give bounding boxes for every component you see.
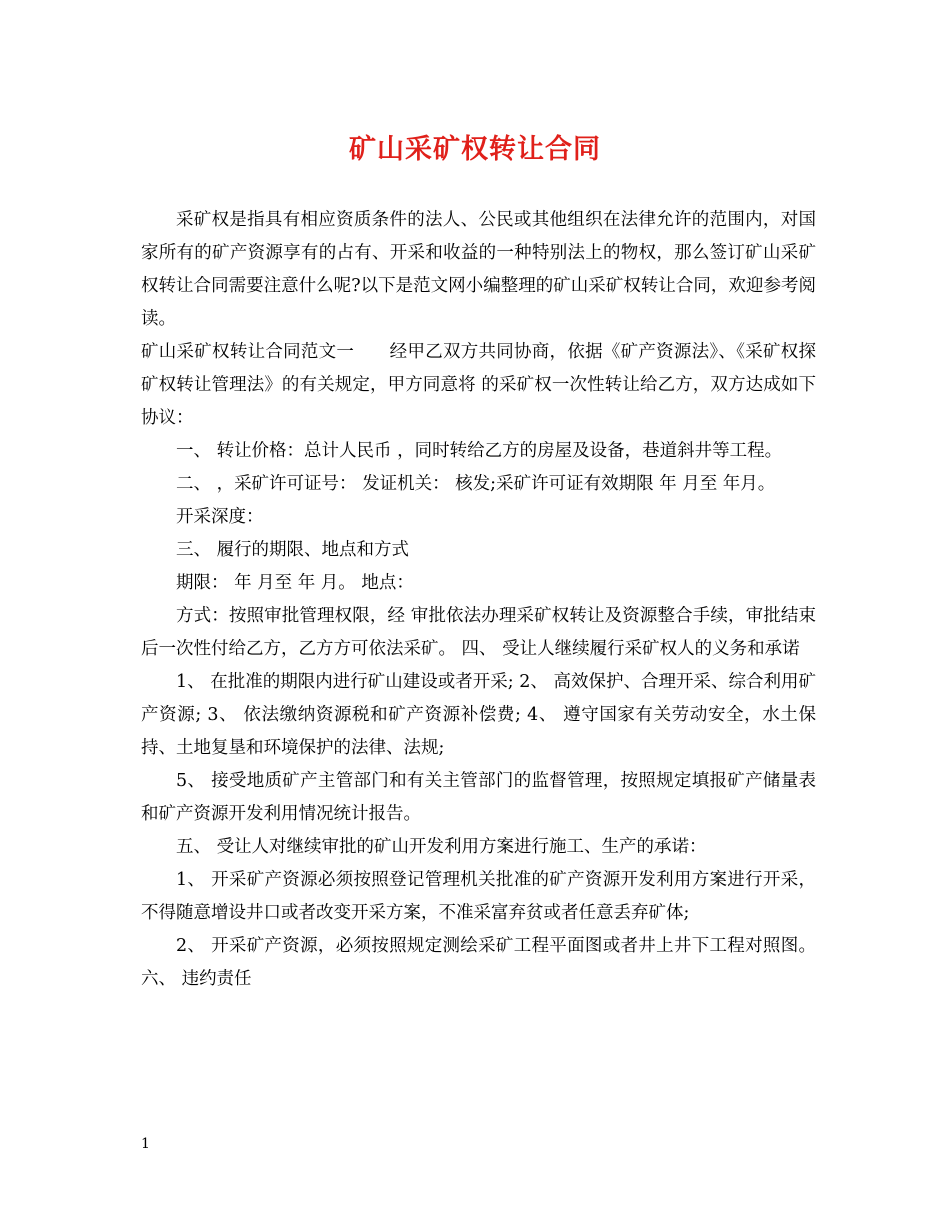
paragraph-clause-1-price: 一、 转让价格：总计人民币 ，同时转给乙方的房屋及设备，巷道斜井等工程。	[176, 441, 783, 461]
paragraph-term-location: 期限： 年 月至 年 月。 地点：	[176, 573, 414, 593]
paragraph-method: 方式：按照审批管理权限，经 审批依法办理采矿权转让及资源整合手续，审批结束后一次性付给乙方，乙方方可依法采矿。 四、 受让人继续履行采矿权人的义务和承诺	[141, 606, 816, 659]
page-number: 1	[141, 1136, 150, 1152]
paragraph-contract-preamble: 矿山采矿权转让合同范文一 经甲乙双方共同协商，依据《矿产资源法》、《采矿权探矿权转让管理法》的有关规定，甲方同意将 的采矿权一次性转让给乙方，双方达成如下协议：	[141, 342, 816, 428]
paragraph-obligation-5: 5、 接受地质矿产主管部门和有关主管部门的监督管理，按照规定填报矿产储量表和矿产资源开发利用情况统计报告。	[141, 771, 816, 824]
document-title: 矿山采矿权转让合同	[349, 134, 601, 165]
paragraph-commitment-2: 2、 开采矿产资源，必须按照规定测绘采矿工程平面图或者井上井下工程对照图。 六、 违约责任	[141, 936, 816, 989]
paragraph-mining-depth: 开采深度：	[176, 507, 264, 527]
paragraph-clause-2-license: 二、 ，采矿许可证号： 发证机关： 核发;采矿许可证有效期限 年 月至 年月。	[176, 474, 776, 494]
paragraph-intro: 采矿权是指具有相应资质条件的法人、公民或其他组织在法律允许的范围内，对国家所有的矿产资源享有的占有、开采和收益的一种特别法上的物权，那么签订矿山采矿权转让合同需要注意什么呢?以下是范文网小编整理的矿山采矿权转让合同，欢迎参考阅读。	[141, 210, 816, 329]
paragraph-clause-5-heading: 五、 受让人对继续审批的矿山开发利用方案进行施工、生产的承诺：	[176, 837, 707, 857]
document-body	[141, 204, 816, 996]
paragraph-commitment-1: 1、 开采矿产资源必须按照登记管理机关批准的矿产资源开发利用方案进行开采，不得随意增设井口或者改变开采方案，不准采富弃贫或者任意丢弃矿体;	[141, 870, 816, 923]
paragraph-obligations-1-4: 1、 在批准的期限内进行矿山建设或者开采; 2、 高效保护、合理开采、综合利用矿产资源; 3、 依法缴纳资源税和矿产资源补偿费; 4、 遵守国家有关劳动安全，水土保持、土地复垦和环境保护的法律、法规;	[141, 672, 816, 758]
paragraph-clause-3-heading: 三、 履行的期限、地点和方式	[176, 540, 410, 560]
